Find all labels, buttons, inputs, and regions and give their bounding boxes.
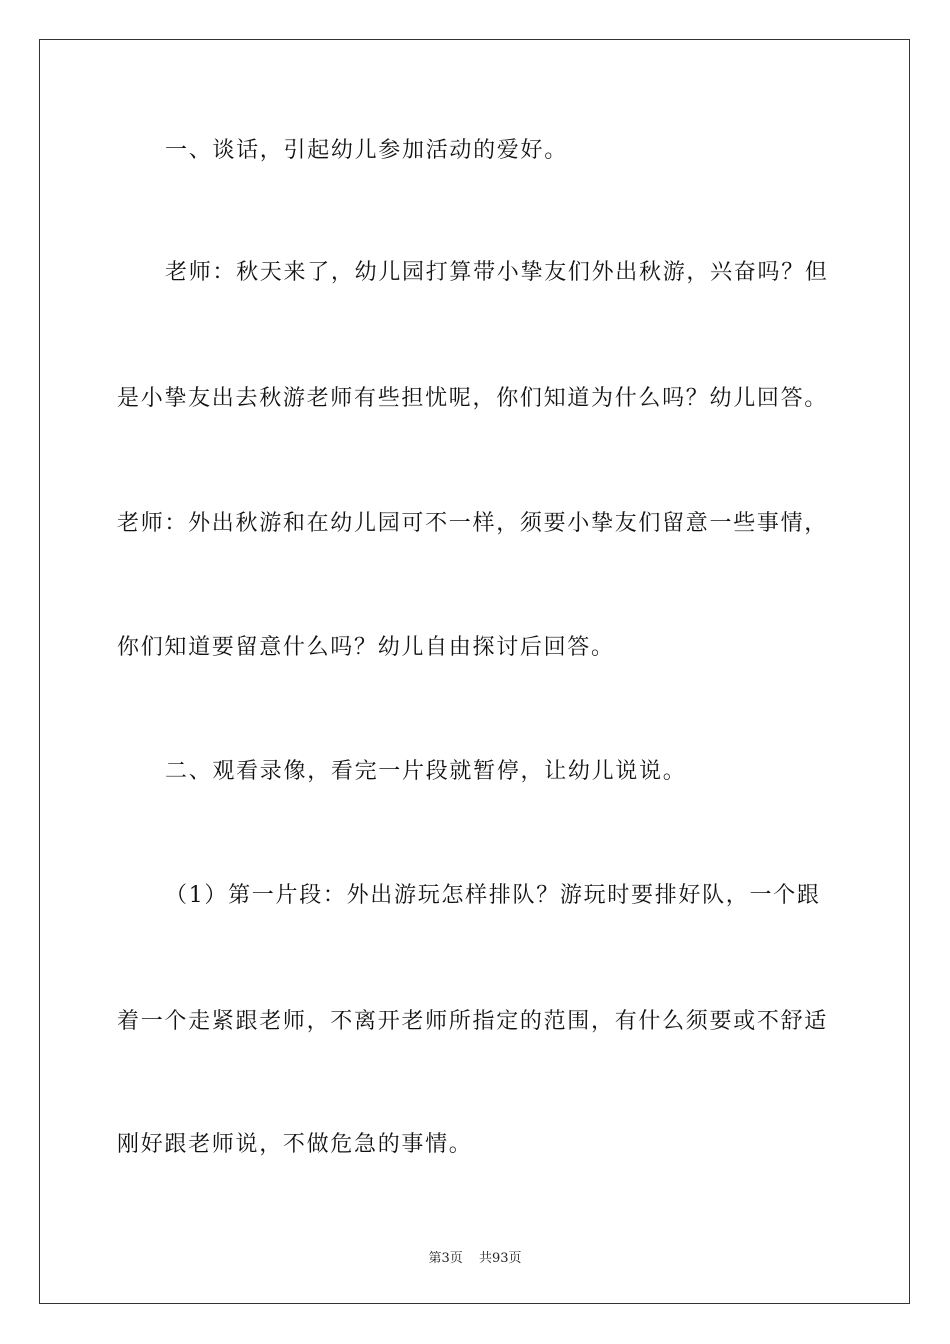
paragraph-line-7: （1）第一片段：外出游玩怎样排队？游玩时要排好队，一个跟 bbox=[165, 883, 821, 908]
page-border bbox=[39, 39, 910, 1304]
paragraph-line-1: 一、谈话，引起幼儿参加活动的爱好。 bbox=[165, 138, 568, 163]
total-pages: 共93页 bbox=[478, 1251, 522, 1266]
paragraph-line-3: 是小挚友出去秋游老师有些担忧呢，你们知道为什么吗？幼儿回答。 bbox=[117, 386, 829, 411]
page-number: 第3页 bbox=[428, 1251, 463, 1266]
paragraph-line-4: 老师：外出秋游和在幼儿园可不一样，须要小挚友们留意一些事情， bbox=[117, 511, 829, 536]
page-footer bbox=[0, 1247, 950, 1266]
paragraph-line-2: 老师：秋天来了，幼儿园打算带小挚友们外出秋游，兴奋吗？但 bbox=[165, 260, 829, 285]
paragraph-line-5: 你们知道要留意什么吗？幼儿自由探讨后回答。 bbox=[117, 635, 615, 660]
paragraph-line-6: 二、观看录像，看完一片段就暂停，让幼儿说说。 bbox=[165, 759, 687, 784]
paragraph-line-8: 着一个走紧跟老师，不离开老师所指定的范围，有什么须要或不舒适 bbox=[117, 1009, 829, 1034]
paragraph-line-9: 刚好跟老师说，不做危急的事情。 bbox=[117, 1132, 473, 1157]
